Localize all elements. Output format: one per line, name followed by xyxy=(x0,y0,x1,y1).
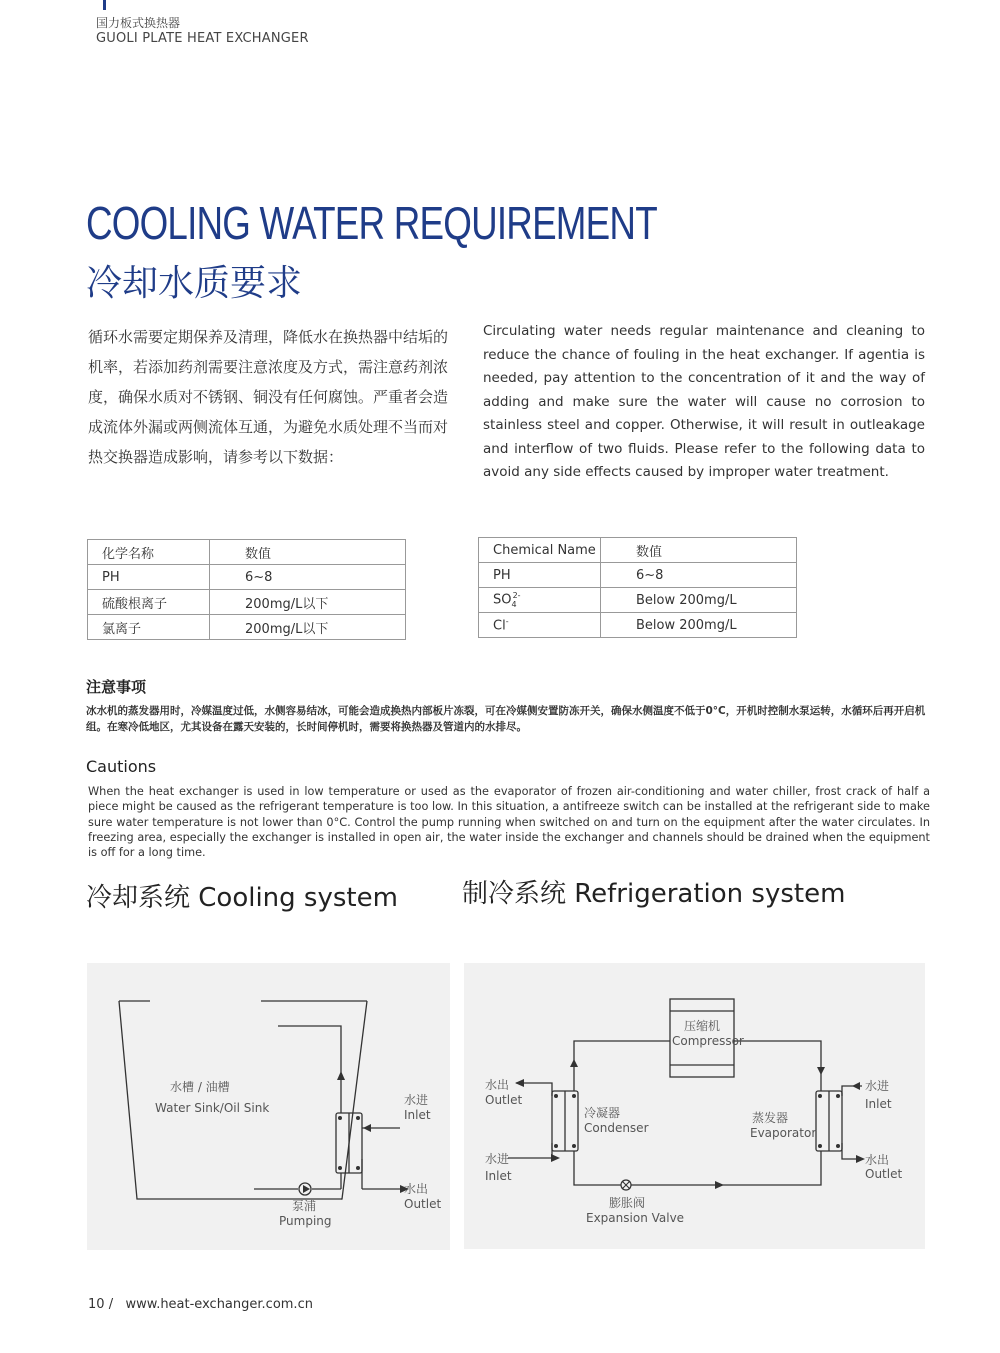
valve-label-en: Expansion Valve xyxy=(586,1211,685,1225)
sink-label-cn: 水槽 / 油槽 xyxy=(170,1080,230,1094)
cooling-inlet-en: Inlet xyxy=(404,1108,431,1122)
condenser-label-cn: 冷凝器 xyxy=(584,1106,621,1120)
brand-name-cn: 国力板式换热器 xyxy=(96,16,181,30)
brand-name-en: GUOLI PLATE HEAT EXCHANGER xyxy=(96,31,309,46)
table-cell xyxy=(479,613,601,638)
table-row xyxy=(88,590,406,615)
left-outlet-en: Outlet xyxy=(485,1093,523,1107)
intro-text-cn: 循环水需要定期保养及清理，降低水在换热器中结垢的机率，若添加药剂需要注意浓度及方式，需注意药剂浓度，确保水质对不锈钢、铜没有任何腐蚀。严重者会造成流体外漏或两侧流体互通，为避免水质处理不当而对热交换器造成影响，请参考以下数据： xyxy=(88,328,449,466)
table-cell: 200mg/L以下 xyxy=(210,590,406,615)
cooling-outlet-en: Outlet xyxy=(404,1197,442,1211)
table-cell xyxy=(479,588,601,613)
left-outlet-cn: 水出 xyxy=(485,1078,510,1092)
spec-table-en xyxy=(478,537,797,638)
pump-label-cn: 泵浦 xyxy=(292,1199,317,1213)
table-cell: 氯离子 xyxy=(88,615,210,640)
footer-separator: / xyxy=(108,1297,122,1312)
right-inlet-cn: 水进 xyxy=(865,1079,890,1093)
cooling-system-title: 冷却系统 Cooling system xyxy=(86,883,398,913)
refrigeration-system-title: 制冷系统 Refrigeration system xyxy=(462,879,846,909)
pump-label-en: Pumping xyxy=(279,1214,332,1228)
table-cell: 6~8 xyxy=(601,563,797,588)
cooling-diagram xyxy=(87,963,450,1250)
table-header-row xyxy=(88,540,406,565)
table-row xyxy=(88,565,406,590)
chloride-symbol: Cl xyxy=(493,618,506,634)
table-row xyxy=(479,588,797,613)
evaporator-label-cn: 蒸发器 xyxy=(752,1111,789,1125)
cooling-inlet-cn: 水进 xyxy=(404,1093,429,1107)
left-inlet-cn: 水进 xyxy=(485,1152,510,1166)
notes-heading: 注意事项 xyxy=(86,678,147,696)
intro-text-en: Circulating water needs regular maintenance and cleaning to reduce the chance of fouling in the heat exchanger. If agentia is needed, pay attention to the concentration of it and the way of adding and make sure the water will cause no corrosion to stainless steel and copper. Otherwise, it will result in outleakage and interflow of two fluids. Please refer to the following data to avoid any side effects caused by improper water treatment. xyxy=(483,323,925,480)
table-cell: 200mg/L以下 xyxy=(210,615,406,640)
left-inlet-en: Inlet xyxy=(485,1169,512,1183)
page-number: 10 xyxy=(88,1297,105,1312)
header-accent-bar xyxy=(103,0,106,10)
sink-label-en: Water Sink/Oil Sink xyxy=(155,1101,270,1115)
table-cell: PH xyxy=(88,565,210,590)
sulfate-superscript: 2- xyxy=(512,591,521,601)
compressor-label-cn: 压缩机 xyxy=(684,1019,721,1033)
table-header-cell: 化学名称 xyxy=(88,540,210,565)
page-title-cn: 冷却水质要求 xyxy=(86,263,303,304)
page-title-en: COOLING WATER REQUIREMENT xyxy=(86,197,657,249)
table-cell: 6~8 xyxy=(210,565,406,590)
table-cell: Below 200mg/L xyxy=(601,613,797,638)
spec-table-cn xyxy=(87,539,406,640)
cooling-outlet-cn: 水出 xyxy=(404,1182,429,1196)
table-row xyxy=(479,613,797,638)
page-footer xyxy=(88,1297,313,1312)
website-link[interactable]: www.heat-exchanger.com.cn xyxy=(125,1297,313,1312)
notes-text: 冰水机的蒸发器用时，冷媒温度过低，水侧容易结冰，可能会造成换热内部板片冻裂，可在冷媒侧安置防冻开关，确保水侧温度不低于0°C，开机时控制水泵运转，水循环后再开启机组。在寒冷低地区，尤其设备在露天安装的，长时间停机时，需要将换热器及管道内的水排尽。 xyxy=(86,705,926,733)
table-row xyxy=(88,615,406,640)
sulfate-symbol: SO xyxy=(493,592,512,608)
condenser-label-en: Condenser xyxy=(584,1121,649,1135)
table-cell: PH xyxy=(479,563,601,588)
sulfate-subscript: 4 xyxy=(511,599,517,609)
valve-label-cn: 膨胀阀 xyxy=(609,1196,646,1210)
table-cell: 硫酸根离子 xyxy=(88,590,210,615)
table-cell: Below 200mg/L xyxy=(601,588,797,613)
right-outlet-cn: 水出 xyxy=(865,1153,890,1167)
right-outlet-en: Outlet xyxy=(865,1167,903,1181)
chloride-superscript: - xyxy=(505,616,509,626)
table-header-row xyxy=(479,538,797,563)
cautions-text: When the heat exchanger is used in low temperature or used as the evaporator of frozen air-conditioning and water chiller, frost crack of half a piece might be caused as the refrigerant temperature is too low. In this situation, a antifreeze switch can be installed at the refrigerant side to make sure water temperature is not lower than 0°C. Control the pump running when switched on and turn on the equipment after the water circulates. In freezing area, especially the exchanger is installed in open air, the water inside the exchanger and channels should be drained when the equipment is off for a long time. xyxy=(88,785,930,860)
compressor-label-en: Compressor xyxy=(672,1034,744,1048)
table-header-cell: 数值 xyxy=(210,540,406,565)
refrigeration-diagram-lines xyxy=(464,963,925,1249)
right-inlet-en: Inlet xyxy=(865,1097,892,1111)
table-header-cell: Chemical Name xyxy=(479,538,601,563)
table-header-cell: 数值 xyxy=(601,538,797,563)
cautions-heading: Cautions xyxy=(86,757,157,776)
evaporator-label-en: Evaporator xyxy=(750,1126,817,1140)
refrigeration-diagram xyxy=(464,963,925,1249)
table-row xyxy=(479,563,797,588)
